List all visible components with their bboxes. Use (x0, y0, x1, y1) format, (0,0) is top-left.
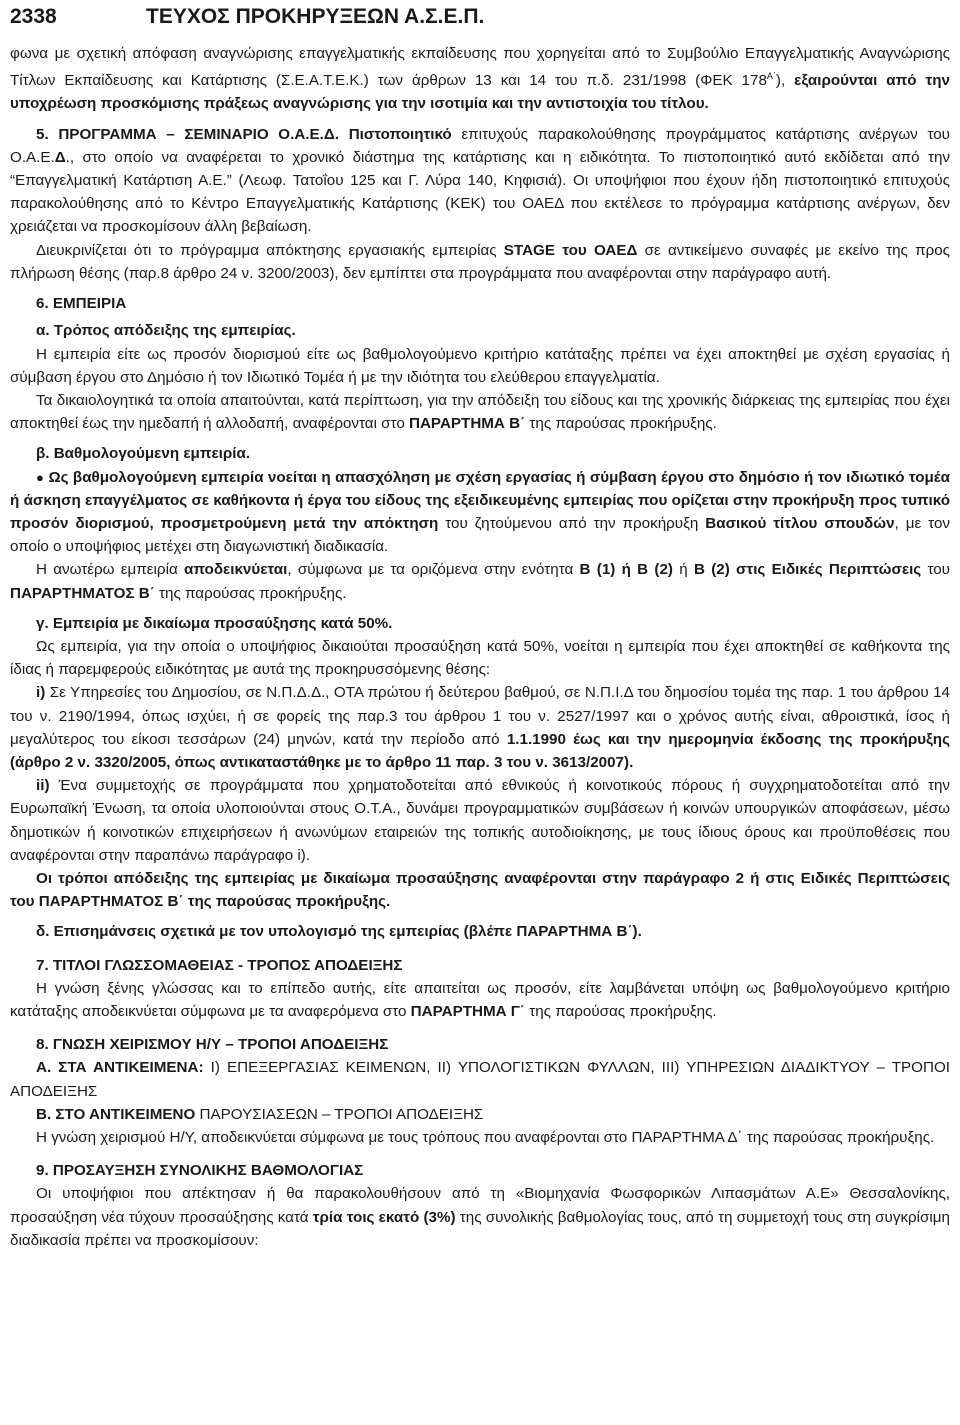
issue-title: ΤΕΥΧΟΣ ΠΡΟΚΗΡΥΞΕΩΝ Α.Σ.Ε.Π. (146, 5, 485, 28)
section-6a-p2-text-2: της παρούσας προκήρυξης. (525, 415, 717, 433)
section-6b-p2-bold-5: ΠΑΡΑΡΤΗΜΑΤΟΣ Β΄ (10, 584, 155, 602)
section-6b-p2-bold-3: Β (2) (693, 561, 730, 579)
section-6c-heading: γ. Εμπειρία με δικαίωμα προσαύξησης κατά 50%. (36, 614, 393, 632)
document-body (10, 42, 950, 1252)
page-number: 2338 (10, 5, 57, 28)
section-6c-item-i (10, 681, 950, 774)
section-6a-p2-text-1: Τα δικαιολογητικά τα οποία απαιτούνται, κατά περίπτωση, για την απόδειξη του είδους και της χρονικής διάρκειας της εμπειρίας που έχει αποκτηθεί έως την ημεδαπή ή αλλοδαπή, αναφέρονται στο (10, 391, 950, 433)
section-6c-item-ii (10, 774, 950, 867)
section-7-bold: ΠΑΡΑΡΤΗΜΑ Γ΄ (410, 1002, 525, 1020)
section-6a-p2-bold: ΠΑΡΑΡΤΗΜΑ Β΄ (409, 415, 526, 433)
section-6b-p1-text-1: του ζητούμενου από την προκήρυξη (438, 514, 706, 532)
section-6-heading: 6. ΕΜΠΕΙΡΙΑ (36, 295, 127, 313)
section-8-heading: 8. ΓΝΩΣΗ ΧΕΙΡΙΣΜΟΥ Η/Υ – ΤΡΟΠΟΙ ΑΠΟΔΕΙΞΗΣ (36, 1036, 389, 1054)
section-9-text-1: Οι υποψήφιοι που απέκτησαν ή θα παρακολουθήσουν από τη «Βιομηχανία Φωσφορικών Λιπασμάτων Α.Ε» Θεσσαλονίκης, προσαύξηση νέα τύχουν προσαύξησης κατά (10, 1185, 950, 1226)
section-6b-p2-text-2: , σύμφωνα με τα οριζόμενα στην ενότητα (287, 561, 580, 579)
item-i-bold: 1.1.1990 έως και την ημερομηνία έκδοσης της προκήρυξης (άρθρο 2 ν. 3320/2005, όπως αντικαταστάθηκε με το άρθρο 11 παρ. 3 του ν. 3613/2007). (10, 730, 950, 771)
section-8b-paragraph (10, 1103, 950, 1126)
section-8a-text: Ι) ΕΠΕΞΕΡΓΑΣΙΑΣ ΚΕΙΜΕΝΩΝ, ΙΙ) ΥΠΟΛΟΓΙΣΤΙΚΩΝ ΦΥΛΛΩΝ, ΙΙΙ) ΥΠΗΡΕΣΙΩΝ ΔΙΑΔΙΚΤΥΟΥ – ΤΡΟΠΟΙ ΑΠΟΔΕΙΞΗΣ (10, 1059, 950, 1100)
section-6c-paragraph-2: Οι τρόποι απόδειξης της εμπειρίας με δικαίωμα προσαύξησης αναφέρονται στην παράγραφο 2 ή στις Ειδικές Περιπτώσεις του ΠΑΡΑΡΤΗΜΑΤΟΣ Β΄ της παρούσας προκήρυξης. (10, 869, 950, 911)
section-9-bold: τρία τοις εκατό (3%) (312, 1208, 456, 1226)
section-5-p2-text-1: Διευκρινίζεται ότι το πρόγραμμα απόκτησης εργασιακής εμπειρίας (36, 241, 504, 259)
section-6b-p2-text-6: της παρούσας προκήρυξης. (154, 584, 347, 602)
section-6a-paragraph-2 (10, 389, 950, 435)
section-6b-p1-bold-2: Βασικού τίτλου σπουδών (705, 514, 895, 532)
section-6a-paragraph-1: Η εμπειρία είτε ως προσόν διορισμού είτε ως βαθμολογούμενο κριτήριο κατάταξης πρέπει να έχει αποκτηθεί με σχέση εργασίας ή σύμβαση έργου στο Δημόσιο ή τον Ιδιωτικό Τομέα ή με την ιδιότητα του ελεύθερου επαγγελματία. (10, 345, 950, 386)
section-6b-p2-bold-2: Β (1) ή Β (2) (579, 561, 673, 579)
section-8b-text: ΠΑΡΟΥΣΙΑΣΕΩΝ – ΤΡΟΠΟΙ ΑΠΟΔΕΙΞΗΣ (195, 1105, 484, 1123)
section-6b-p2-text-1: Η ανωτέρω εμπειρία (36, 561, 184, 579)
continuation-text-2: ), (775, 72, 795, 90)
section-8-paragraph: Η γνώση χειρισμού Η/Υ, αποδεικνύεται σύμφωνα με τους τρόπους που αναφέρονται στο ΠΑΡΑΡΤΗΜΑ Δ΄ της παρούσας προκήρυξης. (36, 1129, 935, 1146)
section-9-paragraph (10, 1182, 950, 1252)
section-6c-paragraph-1: Ως εμπειρία, για την οποία ο υποψήφιος δικαιούται προσαύξηση κατά 50%, νοείται η εμπειρία που έχει αποκτηθεί σε καθήκοντα της ίδιας ή παρεμφερούς ειδικότητας με αυτά της προκηρυσσόμενης θέσης: (10, 637, 950, 679)
item-i-label: i) (36, 684, 46, 702)
section-5-text-1: επιτυχούς παρακολούθησης προγράμματος κατάρτισης ανέργων του Ο.Α.Ε. (10, 125, 950, 166)
paragraph-continuation (10, 42, 950, 116)
section-8a-bold: Α. ΣΤΑ ΑΝΤΙΚΕΙΜΕΝΑ: (36, 1059, 204, 1077)
section-7-text-1: Η γνώση ξένης γλώσσας και το επίπεδο αυτής, είτε απαιτείται ως προσόν, είτε λαμβάνεται υπόψη ως βαθμολογούμενο κριτήριο κατάταξης αποδεικνύεται σύμφωνα με τα αναφερόμενα στο (10, 979, 950, 1020)
section-6b-paragraph-1 (10, 466, 950, 559)
section-6b-p2-bold-4: στις Ειδικές Περιπτώσεις (736, 561, 922, 579)
section-8a-paragraph (10, 1056, 950, 1102)
section-6b-p2-bold-1: αποδεικνύεται (184, 561, 288, 579)
section-5-paragraph (10, 123, 950, 239)
section-8b-bold: Β. ΣΤΟ ΑΝΤΙΚΕΙΜΕΝΟ (36, 1105, 196, 1123)
section-6b-p1-text-2: , με τον οποίο ο υποψήφιος μετέχει στη διαγωνιστική διαδικασία. (10, 514, 950, 556)
bullet-icon: ● (36, 469, 45, 485)
section-9-text-2: της συνολικής βαθμολογίας τους, από τη συμμετοχή τους στη συγκρίσιμη διαδικασία πρέπει να προσκομίσουν: (10, 1208, 950, 1249)
item-ii-text: Ένα συμμετοχής σε προγράμματα που χρηματοδοτείται από εθνικούς ή κοινοτικούς πόρους ή συγχρηματοδοτείται από την Ευρωπαϊκή Ένωση, τα οποία υλοποιούνται στους Ο.Τ.Α., δυνάμει προγραμματικών συμβάσεων ή κοινών υπουργικών αποφάσεων, μέσω δημοτικών ή κοινοτικών επιχειρήσεων ή ανωνύμων εταιρειών της τοπικής αυτοδιοίκησης, με τους ίδιους όρους και προϋποθέσεις που αναφέρονται στην παραπάνω παράγραφο i). (10, 777, 950, 864)
section-6a-heading: α. Τρόπος απόδειξης της εμπειρίας. (36, 322, 296, 340)
section-7-heading: 7. ΤΙΤΛΟΙ ΓΛΩΣΣΟΜΑΘΕΙΑΣ - ΤΡΟΠΟΣ ΑΠΟΔΕΙΞΗΣ (36, 956, 403, 974)
section-5-clarification (10, 239, 950, 285)
section-6b-paragraph-2 (10, 558, 950, 604)
section-6b-p2-text-5: του (921, 561, 950, 579)
section-7-text-2: της παρούσας προκήρυξης. (524, 1002, 717, 1020)
item-ii-label: ii) (36, 777, 50, 795)
page-header (10, 2, 950, 38)
section-5-p2-text-2: σε αντικείμενο συναφές με εκείνο της προς πλήρωση θέσης (παρ.8 άρθρο 24 ν. 3200/2003), δεν εμπίπτει στα προγράμματα που αναφέρονται στην παράγραφο αυτή. (10, 241, 950, 282)
section-5-p2-bold: STAGE του ΟΑΕΔ (503, 241, 638, 259)
section-9-heading: 9. ΠΡΟΣΑΥΞΗΣΗ ΣΥΝΟΛΙΚΗΣ ΒΑΘΜΟΛΟΓΙΑΣ (36, 1162, 364, 1180)
continuation-text: φωνα με σχετική απόφαση αναγνώρισης επαγγελματικής εκπαίδευσης που χορηγείται από το Συμβούλιο Επαγγελματικής Αναγνώρισης Τίτλων Εκπαίδευσης και Κατάρτισης (Σ.Ε.Α.Τ.Ε.Κ.) των άρθρων 13 και 14 του π.δ. 231/1998 (ΦΕΚ 178 (10, 45, 950, 90)
section-6d-heading: δ. Επισημάνσεις σχετικά με τον υπολογισμό της εμπειρίας (βλέπε ΠΑΡΑΡΤΗΜΑ Β΄). (36, 923, 642, 941)
section-5-text-2: ., στο οποίο να αναφέρεται το χρονικό διάστημα της κατάρτισης και η ειδικότητα. Το πιστοποιητικό αυτό εκδίδεται από την “Επαγγελματική Κατάρτιση Α.Ε.” (Λεωφ. Τατοΐου 125 και Γ. Λύρα 140, Κηφισιά). Οι υποψήφιοι που έχουν ήδη πιστοποιητικό επιτυχούς παρακολούθησης από το Κέντρο Επαγγελματικής Κατάρτισης (ΚΕΚ) του ΟΑΕΔ που εκτέλεσε το πρόγραμμα κατάρτισης ανέργων, δεν χρειάζεται να προσκομίσουν άλλη βεβαίωση. (10, 148, 950, 236)
section-6b-heading: β. Βαθμολογούμενη εμπειρία. (36, 445, 251, 463)
section-5-heading: 5. ΠΡΟΓΡΑΜΜΑ – ΣΕΜΙΝΑΡΙΟ Ο.Α.Ε.Δ. (36, 125, 340, 143)
section-6b-p2-text-3: ή (672, 561, 694, 579)
continuation-bold: εξαιρούνται από την υποχρέωση προσκόμισης πράξεως αναγνώρισης για την ισοτιμία και την αντιστοιχία του τίτλου. (10, 72, 950, 113)
section-5-bold-2: Δ (54, 148, 66, 166)
section-7-paragraph (10, 977, 950, 1023)
section-6b-p1-bold-1: Ως βαθμολογούμενη εμπειρία νοείται η απασχόληση με σχέση εργασίας ή σύμβαση έργου στο δημόσιο ή τον ιδιωτικό τομέα ή άσκηση επαγγέλματος σε καθήκοντα ή έργα του είδους της εξειδικευμένης εμπειρίας που ορίζεται στην προκήρυξη προς τυπικό προσόν διορισμού, προσμετρούμενη μετά την απόκτηση (10, 468, 950, 532)
section-5-bold-1: Πιστοποιητικό (348, 125, 452, 143)
superscript: Α΄ (766, 71, 776, 82)
item-i-text: Σε Υπηρεσίες του Δημοσίου, σε Ν.Π.Δ.Δ., ΟΤΑ πρώτου ή δεύτερου βαθμού, σε Ν.Π.Ι.Δ του δημοσίου τομέα της παρ. 1 του άρθρου 14 του ν. 2190/1994, όπως ισχύει, ή σε φορείς της παρ.3 του άρθρου 1 του ν. 2527/1997 και ο χρόνος αυτής είναι, αθροιστικά, ίσος ή μεγαλύτερος του είκοσι τεσσάρων (24) μηνών, κατά την περίοδο από (10, 684, 950, 748)
